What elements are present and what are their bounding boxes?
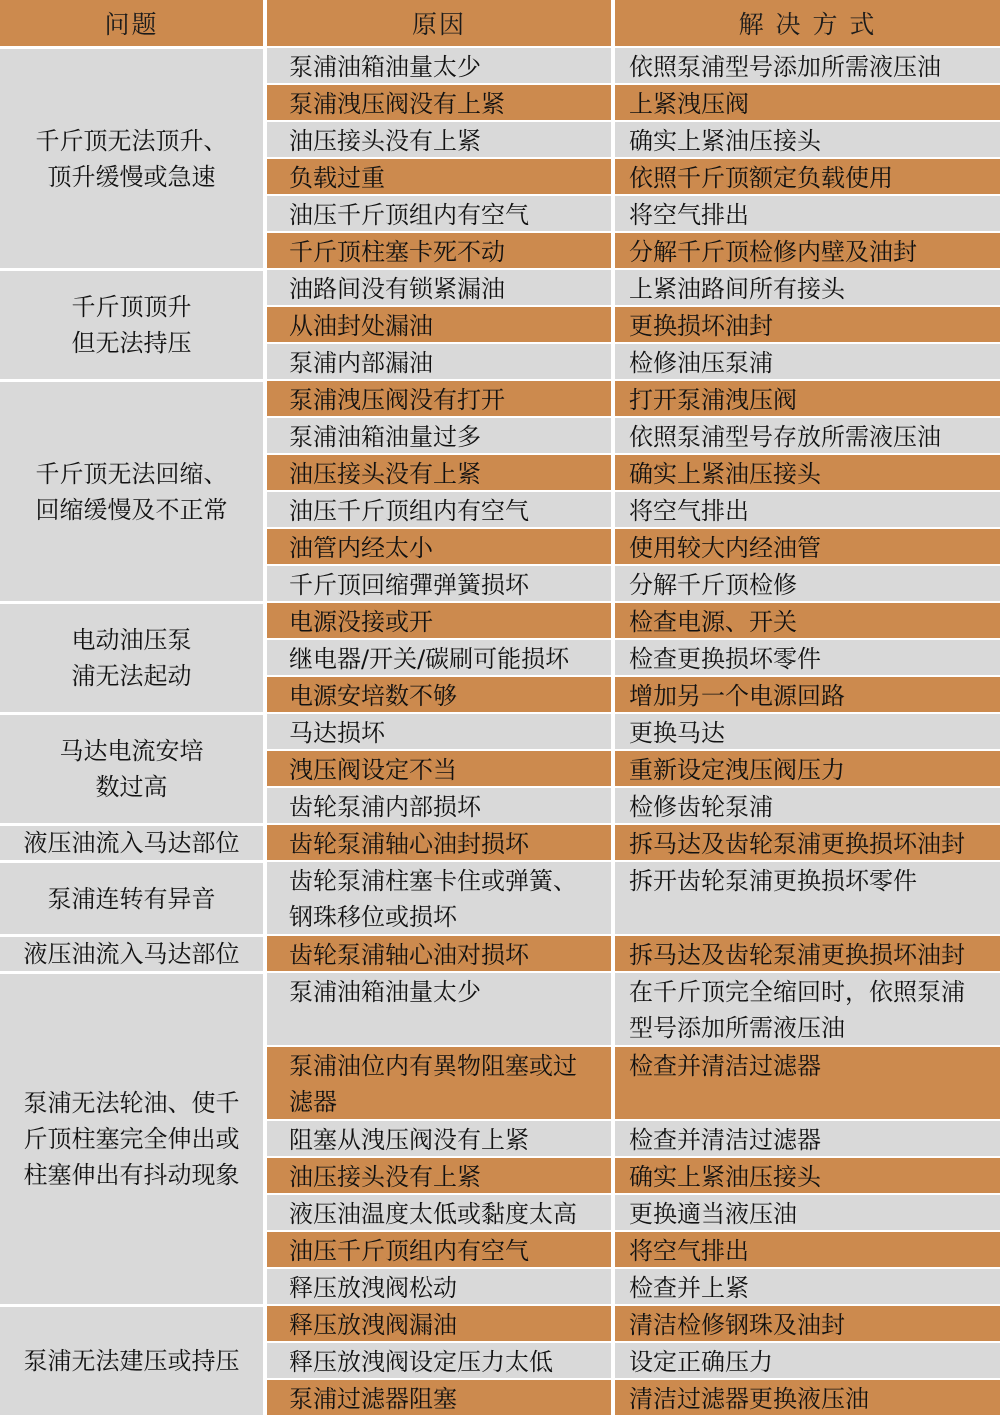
cause-cell: 释压放洩阀松动 bbox=[267, 1267, 615, 1304]
solution-cell: 打开泵浦洩压阀 bbox=[615, 379, 1000, 416]
cause-cell: 泵浦洩压阀没有打开 bbox=[267, 379, 615, 416]
solution-cell: 重新设定洩压阀压力 bbox=[615, 749, 1000, 786]
solution-cell: 设定正确压力 bbox=[615, 1341, 1000, 1378]
solution-cell: 检查电源、开关 bbox=[615, 601, 1000, 638]
solution-cell: 依照泵浦型号存放所需液压油 bbox=[615, 416, 1000, 453]
solution-cell: 确实上紧油压接头 bbox=[615, 1156, 1000, 1193]
cause-cell: 千斤顶柱塞卡死不动 bbox=[267, 231, 615, 268]
solution-cell: 更换適当液压油 bbox=[615, 1193, 1000, 1230]
cause-cell: 油压接头没有上紧 bbox=[267, 120, 615, 157]
cause-cell: 油压接头没有上紧 bbox=[267, 1156, 615, 1193]
cause-cell: 泵浦洩压阀没有上紧 bbox=[267, 83, 615, 120]
solution-cell: 在千斤顶完全缩回时，依照泵浦 型号添加所需液压油 bbox=[615, 971, 1000, 1045]
cause-cell: 释压放洩阀漏油 bbox=[267, 1304, 615, 1341]
problem-cell: 泵浦无法轮油、使千 斤顶柱塞完全伸出或 柱塞伸出有抖动现象 bbox=[0, 971, 267, 1304]
cause-cell: 油压接头没有上紧 bbox=[267, 453, 615, 490]
solution-cell: 检查并清洁过滤器 bbox=[615, 1045, 1000, 1119]
solution-cell: 使用较大内经油管 bbox=[615, 527, 1000, 564]
solution-cell: 增加另一个电源回路 bbox=[615, 675, 1000, 712]
cause-cell: 齿轮泵浦轴心油对损坏 bbox=[267, 934, 615, 971]
cause-cell: 油压千斤顶组内有空气 bbox=[267, 194, 615, 231]
solution-cell: 检查更换损坏零件 bbox=[615, 638, 1000, 675]
header-cause: 原因 bbox=[267, 0, 615, 46]
cause-cell: 电源安培数不够 bbox=[267, 675, 615, 712]
cause-cell: 液压油温度太低或黏度太高 bbox=[267, 1193, 615, 1230]
solution-cell: 清洁检修钢珠及油封 bbox=[615, 1304, 1000, 1341]
cause-cell: 负载过重 bbox=[267, 157, 615, 194]
solution-cell: 将空气排出 bbox=[615, 1230, 1000, 1267]
solution-cell: 更换损坏油封 bbox=[615, 305, 1000, 342]
cause-cell: 泵浦内部漏油 bbox=[267, 342, 615, 379]
solution-cell: 拆马达及齿轮泵浦更换损坏油封 bbox=[615, 823, 1000, 860]
cause-cell: 泵浦油箱油量太少 bbox=[267, 971, 615, 1045]
problem-cell: 液压油流入马达部位 bbox=[0, 823, 267, 860]
solution-cell: 分解千斤顶检修 bbox=[615, 564, 1000, 601]
solution-cell: 检修齿轮泵浦 bbox=[615, 786, 1000, 823]
solution-cell: 确实上紧油压接头 bbox=[615, 453, 1000, 490]
cause-cell: 泵浦油箱油量过多 bbox=[267, 416, 615, 453]
cause-cell: 泵浦过滤器阻塞 bbox=[267, 1378, 615, 1415]
cause-cell: 继电器/开关/碳刷可能损坏 bbox=[267, 638, 615, 675]
solution-cell: 清洁过滤器更换液压油 bbox=[615, 1378, 1000, 1415]
problem-cell: 千斤顶无法回缩、 回缩缓慢及不正常 bbox=[0, 379, 267, 601]
cause-cell: 齿轮泵浦柱塞卡住或弹簧、 钢珠移位或损坏 bbox=[267, 860, 615, 934]
cause-cell: 阻塞从洩压阀没有上紧 bbox=[267, 1119, 615, 1156]
solution-cell: 将空气排出 bbox=[615, 490, 1000, 527]
problem-cell: 千斤顶无法顶升、 顶升缓慢或急速 bbox=[0, 46, 267, 268]
problem-cell: 液压油流入马达部位 bbox=[0, 934, 267, 971]
solution-cell: 拆开齿轮泵浦更换损坏零件 bbox=[615, 860, 1000, 934]
cause-cell: 齿轮泵浦内部损坏 bbox=[267, 786, 615, 823]
cause-cell: 从油封处漏油 bbox=[267, 305, 615, 342]
solution-cell: 上紧洩压阀 bbox=[615, 83, 1000, 120]
solution-cell: 检查并清洁过滤器 bbox=[615, 1119, 1000, 1156]
cause-cell: 油管内经太小 bbox=[267, 527, 615, 564]
cause-cell: 泵浦油箱油量太少 bbox=[267, 46, 615, 83]
header-problem: 问题 bbox=[0, 0, 267, 46]
solution-cell: 依照千斤顶额定负载使用 bbox=[615, 157, 1000, 194]
solution-cell: 检查并上紧 bbox=[615, 1267, 1000, 1304]
cause-cell: 油压千斤顶组内有空气 bbox=[267, 490, 615, 527]
cause-cell: 洩压阀设定不当 bbox=[267, 749, 615, 786]
cause-cell: 电源没接或开 bbox=[267, 601, 615, 638]
cause-cell: 油路间没有锁紧漏油 bbox=[267, 268, 615, 305]
solution-cell: 更换马达 bbox=[615, 712, 1000, 749]
cause-cell: 马达损坏 bbox=[267, 712, 615, 749]
solution-cell: 检修油压泵浦 bbox=[615, 342, 1000, 379]
solution-cell: 将空气排出 bbox=[615, 194, 1000, 231]
solution-cell: 分解千斤顶检修内壁及油封 bbox=[615, 231, 1000, 268]
header-solution: 解 决 方 式 bbox=[615, 0, 1000, 46]
solution-cell: 拆马达及齿轮泵浦更换损坏油封 bbox=[615, 934, 1000, 971]
problem-cell: 千斤顶顶升 但无法持压 bbox=[0, 268, 267, 379]
solution-cell: 确实上紧油压接头 bbox=[615, 120, 1000, 157]
solution-cell: 依照泵浦型号添加所需液压油 bbox=[615, 46, 1000, 83]
problem-cell: 马达电流安培 数过高 bbox=[0, 712, 267, 823]
cause-cell: 齿轮泵浦轴心油封损坏 bbox=[267, 823, 615, 860]
cause-cell: 千斤顶回缩彈弹簧损坏 bbox=[267, 564, 615, 601]
problem-cell: 电动油压泵 浦无法起动 bbox=[0, 601, 267, 712]
problem-cell: 泵浦无法建压或持压 bbox=[0, 1304, 267, 1415]
problem-cell: 泵浦连转有异音 bbox=[0, 860, 267, 934]
cause-cell: 泵浦油位内有異物阻塞或过 滤器 bbox=[267, 1045, 615, 1119]
cause-cell: 释压放洩阀设定压力太低 bbox=[267, 1341, 615, 1378]
solution-cell: 上紧油路间所有接头 bbox=[615, 268, 1000, 305]
cause-cell: 油压千斤顶组内有空气 bbox=[267, 1230, 615, 1267]
